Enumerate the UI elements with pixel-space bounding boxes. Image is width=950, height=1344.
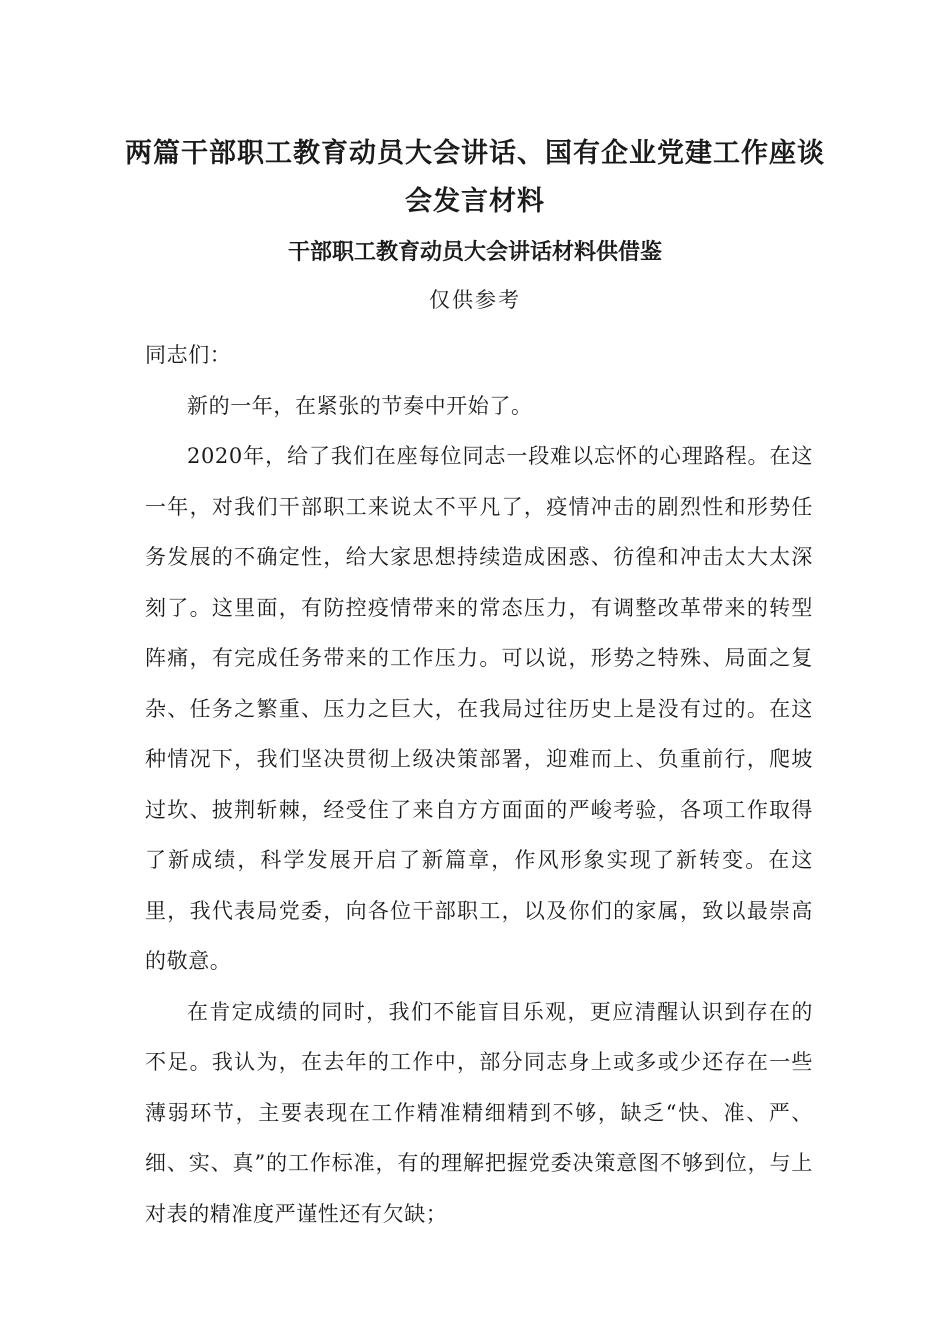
paragraph-2: 2020年，给了我们在座每位同志一段难以忘怀的心理路程。在这一年，对我们干部职工来说太不平凡了，疫情冲击的剧烈性和形势任务发展的不确定性，给大家思想持续造成困惑、彷徨和冲击太大太深刻了。这里面，有防控疫情带来的常态压力，有调整改革带来的转型阵痛，有完成任务带来的工作压力。可以说，形势之特殊、局面之复杂、任务之繁重、压力之巨大，在我局过往历史上是没有过的。在这种情况下，我们坚决贯彻上级决策部署，迎难而上、负重前行，爬坡过坎、披荆斩棘，经受住了来自方方面面的严峻考验，各项工作取得了新成绩，科学发展开启了新篇章，作风形象实现了新转变。在这里，我代表局党委，向各位干部职工，以及你们的家属，致以最崇高的敬意。: [145, 444, 813, 973]
document-subtitle: 干部职工教育动员大会讲话材料供借鉴: [287, 239, 662, 265]
paragraph-3: 在肯定成绩的同时，我们不能盲目乐观，更应清醒认识到存在的不足。我认为，在去年的工作中，部分同志身上或多或少还存在一些薄弱环节，主要表现在工作精准精细精到不够，缺乏“快、准、严、细、实、真”的工作标准，有的理解把握党委决策意图不够到位，与上对表的精准度严谨性还有欠缺；: [145, 999, 813, 1226]
paragraph-1: 新的一年，在紧张的节奏中开始了。: [187, 393, 533, 418]
document-body: [145, 330, 813, 1239]
reference-note: 仅供参考: [429, 288, 521, 312]
document-title: 两篇干部职工教育动员大会讲话、国有企业党建工作座谈会发言材料: [125, 138, 825, 217]
salutation: 同志们：: [145, 343, 232, 367]
